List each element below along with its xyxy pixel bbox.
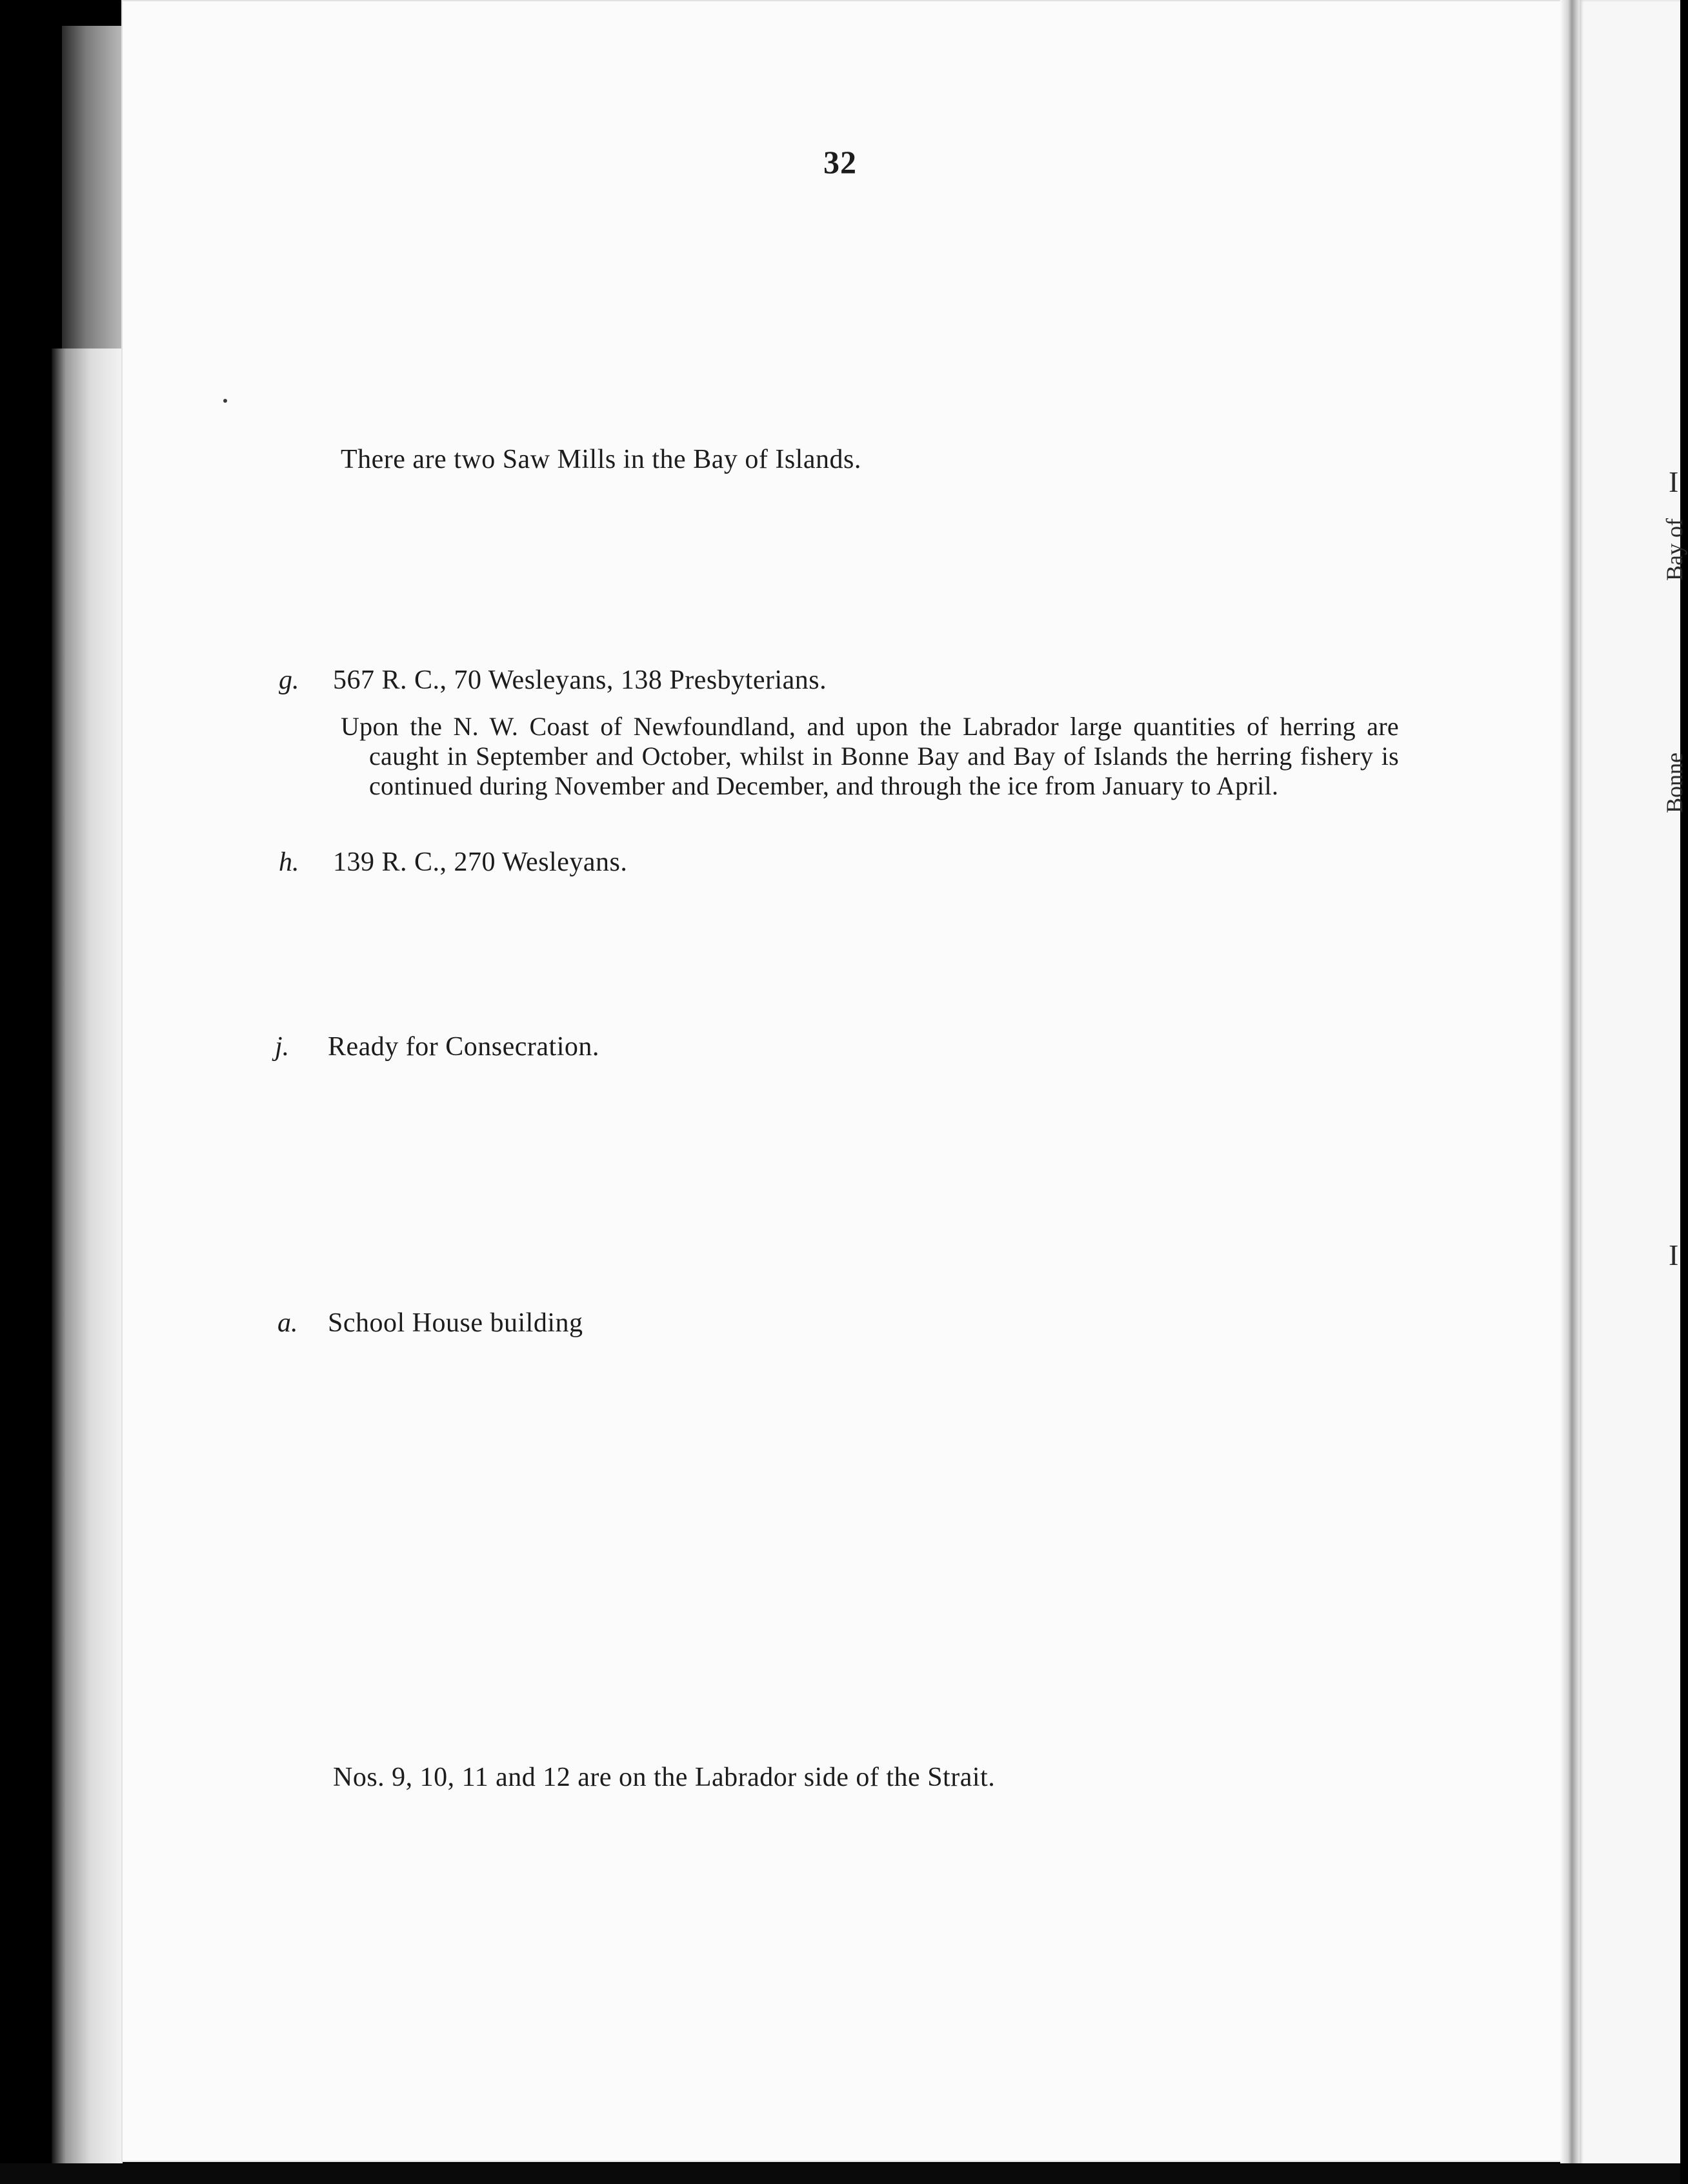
- note-labrador: Nos. 9, 10, 11 and 12 are on the Labrador side of the Strait.: [333, 1763, 996, 1792]
- adjacent-page-vertical-text-2: Bonne: [1662, 753, 1687, 813]
- note-j-text: Ready for Consecration.: [328, 1032, 599, 1062]
- note-h-text: 139 R. C., 270 Wesleyans.: [333, 847, 628, 877]
- page-number: 32: [823, 144, 857, 180]
- ink-speck: [223, 399, 227, 403]
- adjacent-page: [1580, 0, 1687, 2184]
- book-gutter: [1560, 0, 1580, 2184]
- page-fold-shadow: [52, 349, 123, 2175]
- note-a-text: School House building: [328, 1308, 583, 1338]
- adjacent-page-letter-bottom: I: [1669, 1239, 1679, 1271]
- note-saw-mills: There are two Saw Mills in the Bay of Islands.: [341, 445, 861, 474]
- note-marker-g: g.: [279, 665, 299, 695]
- note-herring-paragraph: Upon the N. W. Coast of Newfoundland, and upon the Labrador large quantities of herring are caught in September and October, whilst in Bonne Bay and Bay of Islands the herring fishery is continued during November and December, and through the ice from January to April.: [341, 712, 1399, 800]
- document-page: [121, 0, 1576, 2162]
- note-marker-h: h.: [279, 847, 299, 877]
- adjacent-page-vertical-text-1: Bay of: [1662, 518, 1687, 581]
- adjacent-page-letter-top: I: [1669, 465, 1679, 498]
- scan-border-bottom: [0, 2163, 1680, 2184]
- note-marker-j: j.: [275, 1032, 290, 1062]
- note-marker-a: a.: [277, 1308, 298, 1338]
- page-fold-shadow-top: [62, 26, 121, 355]
- note-g-text: 567 R. C., 70 Wesleyans, 138 Presbyterians.: [333, 665, 827, 695]
